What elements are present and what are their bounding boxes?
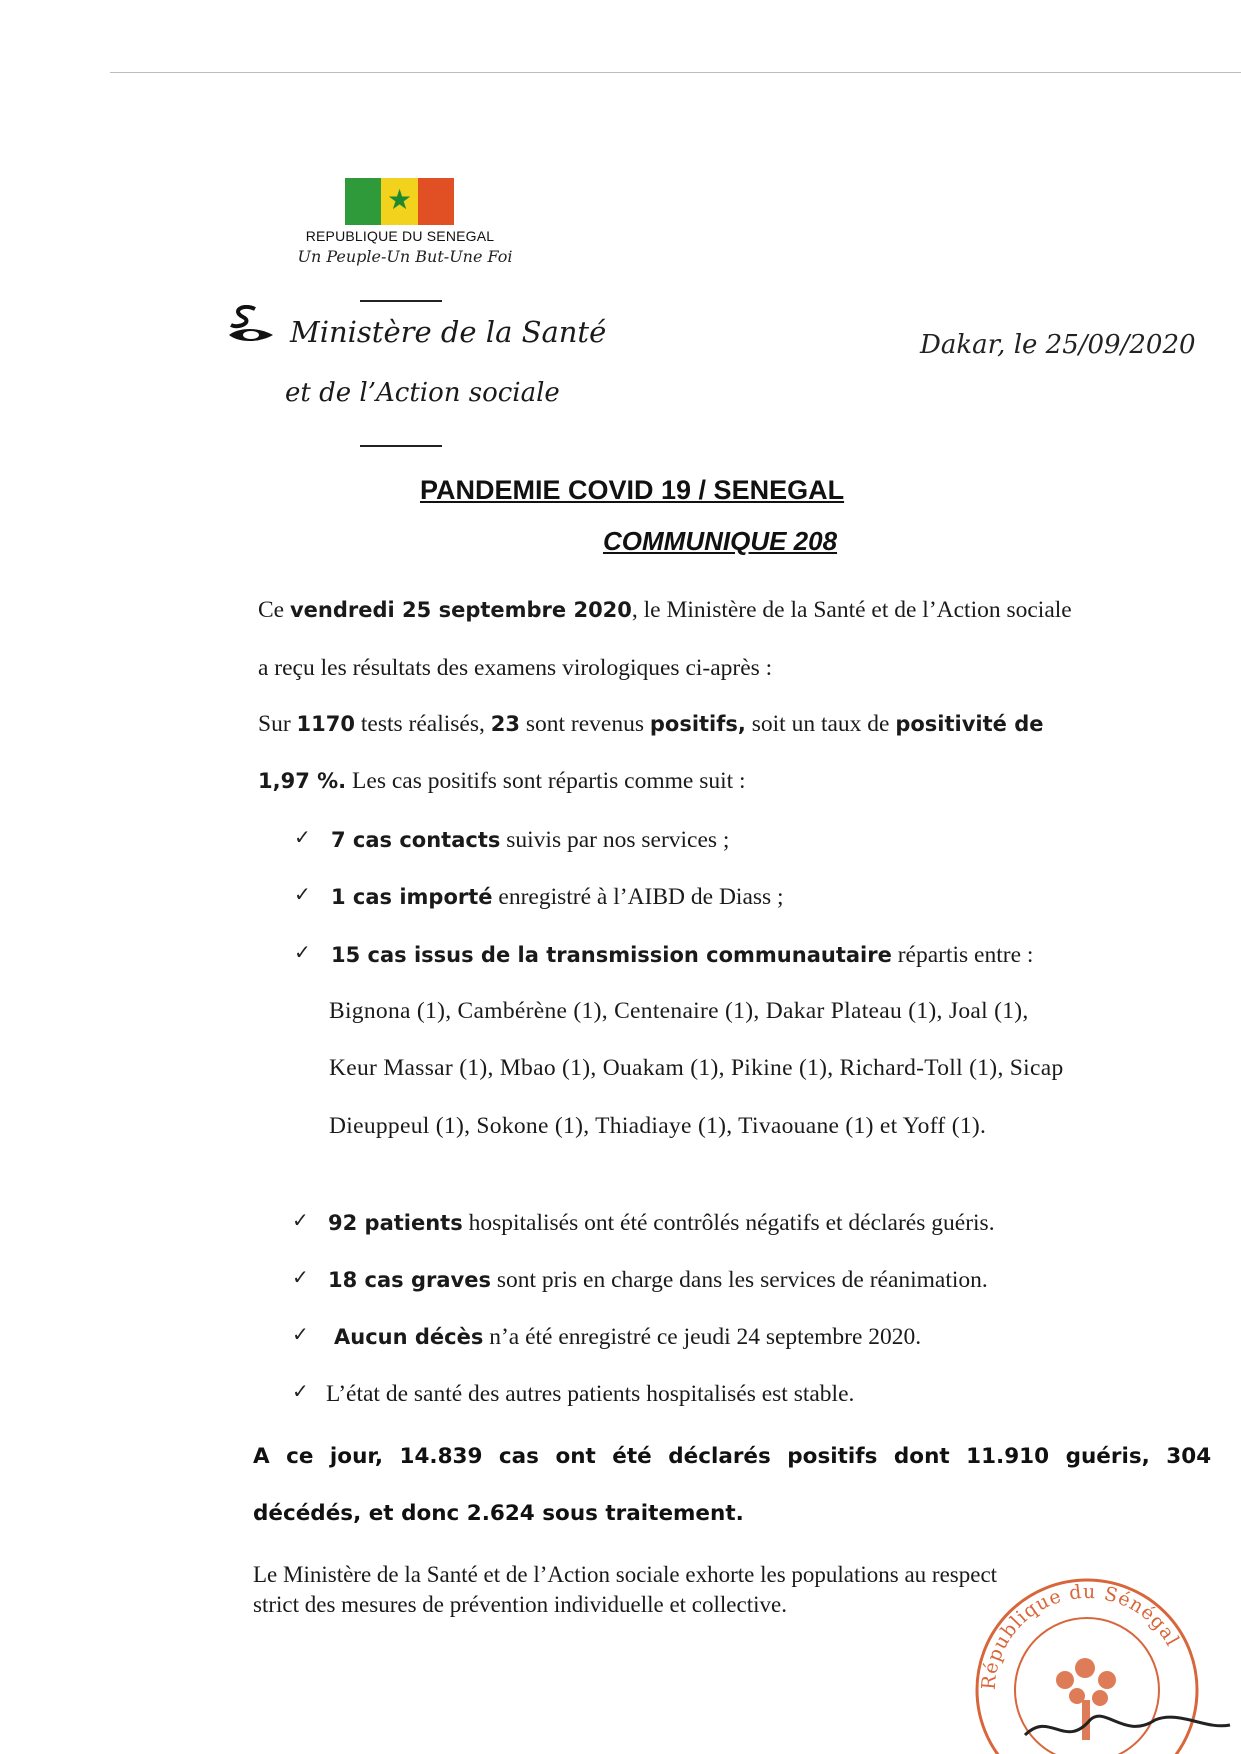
check-icon: ✓ xyxy=(292,1379,309,1403)
summary-line-1: A ce jour, 14.839 cas ont été déclarés positifs dont 11.910 guéris, 304 xyxy=(253,1444,1212,1469)
stamp-text: République du Sénégal xyxy=(977,1580,1184,1691)
intro-text: Ce xyxy=(258,597,290,623)
check-icon: ✓ xyxy=(292,1322,309,1346)
flag-yellow-band xyxy=(381,178,417,225)
status-item-bold: 92 patients xyxy=(328,1211,463,1235)
status-item xyxy=(326,1381,854,1408)
status-item-text: n’a été enregistré ce jeudi 24 septembre 2020. xyxy=(483,1324,922,1350)
positivity-rate: 1,97 %. xyxy=(258,769,347,793)
communique-number: COMMUNIQUE 208 xyxy=(603,526,838,556)
official-stamp xyxy=(955,1560,1235,1754)
tests-count: 1170 xyxy=(296,712,355,736)
top-rule xyxy=(110,72,1241,73)
positive-count: 23 xyxy=(490,712,520,736)
case-item xyxy=(331,827,729,854)
summary-line-2: décédés, et donc 2.624 sous traitement. xyxy=(253,1501,744,1526)
case-item-bold: 1 cas importé xyxy=(331,885,493,909)
intro-line-2: a reçu les résultats des examens virologiques ci-après : xyxy=(258,655,773,681)
intro-date: vendredi 25 septembre 2020 xyxy=(289,598,632,622)
intro-line-3 xyxy=(258,711,1044,738)
stamp-seal xyxy=(955,1560,1235,1754)
status-item-text: L’état de santé des autres patients hospitalisés est stable. xyxy=(326,1381,855,1407)
status-item-bold: Aucun décès xyxy=(334,1325,484,1349)
intro-text: Les cas positifs sont répartis comme suit : xyxy=(346,768,746,794)
document-title: PANDEMIE COVID 19 / SENEGAL xyxy=(420,475,845,505)
intro-bold: positifs, xyxy=(649,712,746,736)
star-icon: ★ xyxy=(386,183,413,216)
status-item xyxy=(334,1324,921,1351)
flag-green-band xyxy=(345,178,381,225)
flag-red-band xyxy=(418,178,454,225)
senegal-flag xyxy=(345,178,454,225)
ministry-name-line2: et de l’Action sociale xyxy=(285,378,560,408)
document-date: Dakar, le 25/09/2020 xyxy=(920,330,1196,360)
case-item xyxy=(331,942,1033,969)
check-icon: ✓ xyxy=(292,1265,309,1289)
status-item-bold: 18 cas graves xyxy=(328,1268,491,1292)
republic-label: REPUBLIQUE DU SENEGAL xyxy=(305,228,495,244)
check-icon: ✓ xyxy=(294,882,311,906)
localities-line-3: Dieuppeul (1), Sokone (1), Thiadiaye (1), Tivaouane (1) et Yoff (1). xyxy=(329,1113,987,1139)
check-icon: ✓ xyxy=(292,1208,309,1232)
case-item xyxy=(331,884,784,911)
intro-text: Sur xyxy=(258,711,297,737)
divider xyxy=(360,445,442,447)
case-item-text: suivis par nos services ; xyxy=(500,827,730,853)
case-item-bold: 7 cas contacts xyxy=(331,828,501,852)
status-item xyxy=(328,1267,988,1294)
divider xyxy=(360,300,442,302)
ministry-logo-icon xyxy=(225,305,277,347)
localities-line-2: Keur Massar (1), Mbao (1), Ouakam (1), Pikine (1), Richard-Toll (1), Sicap xyxy=(329,1055,1064,1081)
closing-line-1: Le Ministère de la Santé et de l’Action sociale exhorte les populations au respect xyxy=(253,1562,998,1587)
check-icon: ✓ xyxy=(294,940,311,964)
check-icon: ✓ xyxy=(294,825,311,849)
intro-text: soit un taux de xyxy=(745,711,896,737)
case-item-text: répartis entre : xyxy=(891,942,1034,968)
status-item-text: sont pris en charge dans les services de réanimation. xyxy=(490,1267,988,1293)
closing-line-2: strict des mesures de prévention individuelle et collective. xyxy=(253,1592,787,1617)
intro-text: sont revenus xyxy=(519,711,650,737)
case-item-bold: 15 cas issus de la transmission communautaire xyxy=(331,943,892,967)
ministry-name-line1: Ministère de la Santé xyxy=(290,315,607,349)
intro-line-1 xyxy=(258,597,1072,624)
localities-line-1: Bignona (1), Cambérène (1), Centenaire (1), Dakar Plateau (1), Joal (1), xyxy=(329,998,1029,1024)
intro-text: tests réalisés, xyxy=(354,711,491,737)
intro-text: , le Ministère de la Santé et de l’Action sociale xyxy=(631,597,1072,623)
case-item-text: enregistré à l’AIBD de Diass ; xyxy=(492,884,784,910)
intro-bold: positivité de xyxy=(895,712,1044,736)
status-item xyxy=(328,1210,995,1237)
intro-line-4 xyxy=(258,768,746,795)
national-motto: Un Peuple-Un But-Une Foi xyxy=(297,247,513,266)
status-item-text: hospitalisés ont été contrôlés négatifs et déclarés guéris. xyxy=(462,1210,995,1236)
